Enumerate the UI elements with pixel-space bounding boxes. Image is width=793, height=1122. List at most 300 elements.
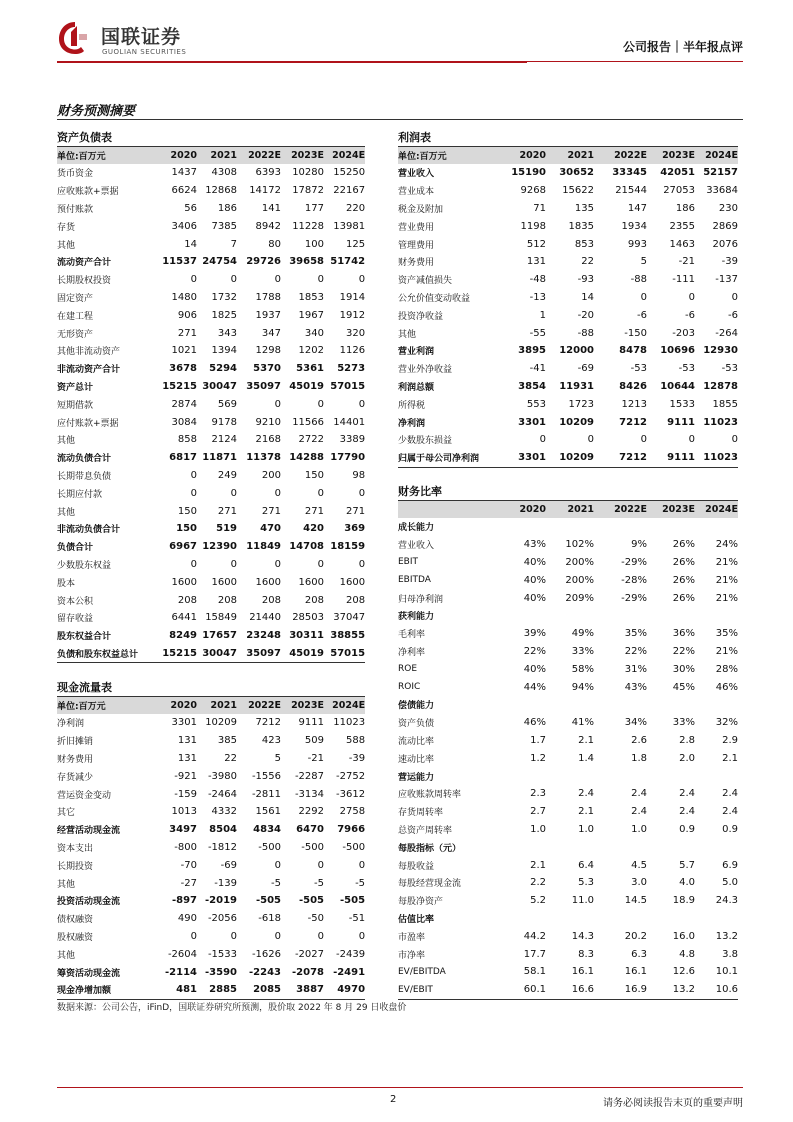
row-value: 40% <box>523 556 546 568</box>
row-value: 1914 <box>339 291 366 303</box>
year-header: 2023E <box>281 147 324 165</box>
row-value: 21% <box>715 592 739 604</box>
year-header: 2023E <box>647 501 695 519</box>
row-value: 5361 <box>296 363 324 375</box>
row-value: 6470 <box>296 824 324 836</box>
row-label: 营业成本 <box>398 187 435 198</box>
row-value: 10.1 <box>715 966 739 978</box>
row-label: 税金及附加 <box>398 204 444 215</box>
row-value: 45% <box>672 681 695 693</box>
row-value: 44.2 <box>523 930 546 942</box>
row-value: 8249 <box>169 630 197 642</box>
row-value: 14 <box>184 238 197 250</box>
row-value: 15849 <box>205 612 237 624</box>
row-value: 2.4 <box>722 806 739 818</box>
row-value: 14172 <box>249 185 281 197</box>
row-value: 1967 <box>298 309 324 321</box>
row-value: 10209 <box>546 449 594 467</box>
row-value: 32% <box>715 717 739 729</box>
row-value <box>594 767 647 785</box>
row-value: -5 <box>314 877 324 889</box>
row-value: -1533 <box>207 948 237 960</box>
row-value: -6 <box>685 309 695 321</box>
row-value: 21% <box>715 645 739 657</box>
row-label: 营业外净收益 <box>398 365 453 376</box>
table-row <box>57 431 365 449</box>
row-value: 28% <box>715 663 739 675</box>
row-value: -53 <box>721 363 738 375</box>
row-value: 1.8 <box>631 752 647 764</box>
row-value: 470 <box>260 523 281 535</box>
row-value: 347 <box>261 327 281 339</box>
table-row <box>398 767 738 785</box>
unit-label <box>398 501 504 519</box>
row-value: 28503 <box>292 612 324 624</box>
row-value: 35097 <box>246 380 281 392</box>
row-value: 186 <box>217 202 237 214</box>
table-title-row <box>398 127 738 147</box>
row-value: 5.3 <box>578 877 594 889</box>
row-value <box>647 518 695 536</box>
table-row <box>398 378 738 396</box>
row-value: 2.6 <box>631 734 647 746</box>
row-value: -3134 <box>294 788 324 800</box>
table-row <box>57 395 365 413</box>
table-row <box>398 821 738 839</box>
row-value: 340 <box>304 327 324 339</box>
row-label: 每股净资产 <box>398 897 444 908</box>
row-label: ROIC <box>398 682 421 693</box>
row-value: -53 <box>630 363 647 375</box>
row-value: -139 <box>214 877 237 889</box>
table-row <box>57 200 365 218</box>
row-label: 营业利润 <box>398 347 435 358</box>
row-label: 存货周转率 <box>398 808 444 819</box>
table-row <box>398 289 738 307</box>
row-label: 投资净收益 <box>398 311 444 322</box>
row-value <box>546 696 594 714</box>
row-value: 4970 <box>324 981 365 999</box>
row-value: -2056 <box>207 913 237 925</box>
row-label: 市盈率 <box>398 932 426 943</box>
row-label: 非流动资产合计 <box>57 365 121 376</box>
row-value: 11023 <box>695 449 738 467</box>
row-value: 42051 <box>660 167 695 179</box>
row-value: 26% <box>672 574 695 586</box>
table-row <box>57 538 365 556</box>
row-value: 0 <box>358 930 366 942</box>
row-label: 速动比率 <box>398 754 435 765</box>
row-value: 11849 <box>246 541 281 553</box>
row-value: 7385 <box>211 220 237 232</box>
row-value: 2.1 <box>722 752 739 764</box>
row-label: 应收账款+票据 <box>57 187 119 198</box>
row-value: 6393 <box>255 167 281 179</box>
unit-label: 单位:百万元 <box>398 147 504 165</box>
row-label: 净利润 <box>57 719 85 730</box>
row-value: 1561 <box>255 806 281 818</box>
row-value: -3980 <box>207 770 237 782</box>
row-value: 131 <box>177 752 197 764</box>
row-value: 5 <box>640 256 647 268</box>
row-value: 30652 <box>559 167 594 179</box>
row-value: 3497 <box>169 824 197 836</box>
row-value: 15190 <box>511 167 546 179</box>
table-row <box>57 910 365 928</box>
row-value: 6.3 <box>631 948 647 960</box>
row-value <box>647 767 695 785</box>
table-row <box>398 554 738 572</box>
row-label: 其它 <box>57 808 76 819</box>
row-value: 2.1 <box>578 806 594 818</box>
row-value: 30047 <box>202 380 237 392</box>
table-row <box>57 609 365 627</box>
row-value: 0 <box>230 274 237 286</box>
table-row <box>57 467 365 485</box>
row-value: 1855 <box>712 398 738 410</box>
row-value: 3854 <box>518 380 546 392</box>
table-row <box>398 892 738 910</box>
row-value: 2076 <box>712 238 738 250</box>
row-value: 1 <box>539 309 546 321</box>
row-value: 40% <box>523 574 546 586</box>
row-value: 3.8 <box>722 948 739 960</box>
table-row <box>57 378 365 396</box>
row-value: 16.6 <box>546 981 594 999</box>
table-row <box>57 856 365 874</box>
row-value: 0 <box>190 558 197 570</box>
year-header: 2021 <box>546 147 594 165</box>
row-value: -500 <box>342 841 366 853</box>
table-row <box>398 589 738 607</box>
row-value: 271 <box>345 505 366 517</box>
row-label: EV/EBIT <box>398 981 504 999</box>
row-value: -800 <box>174 841 197 853</box>
header-divider-accent <box>57 61 527 63</box>
row-value: 98 <box>352 469 366 481</box>
table-row <box>57 164 365 182</box>
row-value: 14 <box>581 291 594 303</box>
table-row <box>398 413 738 431</box>
row-value: 2758 <box>339 806 366 818</box>
logo-text-en: GUOLIAN SECURITIES <box>102 48 187 56</box>
row-value: 0 <box>731 434 738 446</box>
row-value: 18.9 <box>672 895 695 907</box>
row-value: 22% <box>672 645 695 657</box>
table-row <box>398 607 738 625</box>
row-value: 2.1 <box>530 859 546 871</box>
page-header <box>57 16 743 62</box>
row-value <box>647 910 695 928</box>
row-value: -505 <box>298 895 324 907</box>
row-value: 20.2 <box>624 930 647 942</box>
table-row <box>57 306 365 324</box>
row-value: 17657 <box>202 630 237 642</box>
table-header-row <box>398 501 738 519</box>
row-value: 0 <box>317 274 324 286</box>
row-label: 长期应付款 <box>57 489 103 500</box>
balance-sheet-table <box>57 127 365 663</box>
row-value: 60.1 <box>504 981 546 999</box>
row-value <box>594 696 647 714</box>
table-row <box>398 910 738 928</box>
row-label: 每股指标（元） <box>398 843 462 854</box>
row-value: 2874 <box>171 398 197 410</box>
row-label: 长期投资 <box>57 861 94 872</box>
table-title: 现金流量表 <box>57 677 365 697</box>
table-row <box>57 573 365 591</box>
row-value: 37047 <box>333 612 366 624</box>
row-value: 33345 <box>612 167 647 179</box>
row-value: -2027 <box>294 948 324 960</box>
table-row <box>398 200 738 218</box>
row-value: 21544 <box>615 185 647 197</box>
row-value: -264 <box>715 327 738 339</box>
table-row <box>398 536 738 554</box>
row-label: 债权融资 <box>57 915 94 926</box>
row-label: 成长能力 <box>398 523 435 534</box>
row-label: 其他 <box>57 507 76 518</box>
row-value <box>695 910 738 928</box>
row-value: -159 <box>174 788 197 800</box>
row-value: -29% <box>621 592 647 604</box>
row-label: 非流动负债合计 <box>57 525 121 536</box>
row-value: 343 <box>217 327 237 339</box>
row-value: 135 <box>574 202 594 214</box>
row-value: 249 <box>217 469 237 481</box>
row-value: 1198 <box>520 220 546 232</box>
row-value: -505 <box>340 895 366 907</box>
row-value: -51 <box>348 913 366 925</box>
row-value: 2124 <box>211 434 237 446</box>
row-value: 11871 <box>202 452 237 464</box>
row-value: 1937 <box>255 309 281 321</box>
row-value: 4308 <box>211 167 237 179</box>
row-label: 留存收益 <box>57 614 94 625</box>
table-row <box>57 839 365 857</box>
table-row <box>57 803 365 821</box>
row-value: 11378 <box>246 452 281 464</box>
table-row <box>398 660 738 678</box>
row-value: 9268 <box>520 185 546 197</box>
row-value: -897 <box>171 895 197 907</box>
row-value: 33% <box>571 645 594 657</box>
row-value: -28% <box>621 574 647 586</box>
table-title-row <box>57 127 365 147</box>
row-value <box>504 767 546 785</box>
row-value: 423 <box>261 735 281 747</box>
row-value: -69 <box>220 859 237 871</box>
row-value: 6.9 <box>722 859 739 871</box>
row-value: 15250 <box>333 167 366 179</box>
row-value <box>594 607 647 625</box>
row-label: 财务费用 <box>57 754 94 765</box>
row-label: 无形资产 <box>57 329 94 340</box>
row-value <box>594 838 647 856</box>
row-value: 320 <box>345 327 366 339</box>
row-value: 2.2 <box>530 877 546 889</box>
row-value: 13981 <box>333 220 366 232</box>
year-header: 2021 <box>546 501 594 519</box>
row-value: 0 <box>587 434 594 446</box>
table-row <box>398 518 738 536</box>
table-title: 资产负债表 <box>57 127 365 147</box>
row-label: 固定资产 <box>57 293 94 304</box>
row-label: 负债合计 <box>57 543 94 554</box>
row-value: 208 <box>261 594 281 606</box>
row-value: 481 <box>155 981 197 999</box>
year-header: 2023E <box>281 697 324 715</box>
row-value: 49% <box>571 628 594 640</box>
row-value <box>695 518 738 536</box>
row-value: 58% <box>571 663 594 675</box>
row-label: ROE <box>398 664 418 675</box>
row-value: 3678 <box>169 363 197 375</box>
table-row <box>57 502 365 520</box>
row-value: 0 <box>358 398 366 410</box>
page-number: 2 <box>390 1094 397 1105</box>
row-value <box>546 607 594 625</box>
row-label: 偿债能力 <box>398 701 435 712</box>
row-value: 993 <box>627 238 647 250</box>
row-value <box>504 607 546 625</box>
row-value: 2.1 <box>578 734 594 746</box>
row-value: 0.9 <box>722 823 739 835</box>
row-value: 100 <box>304 238 324 250</box>
year-header: 2024E <box>695 147 738 165</box>
row-label: 估值比率 <box>398 914 435 925</box>
row-value: -203 <box>672 327 695 339</box>
row-value: 9178 <box>211 416 237 428</box>
row-value: 16.0 <box>672 930 695 942</box>
row-value: -2752 <box>336 770 366 782</box>
row-value: 1732 <box>211 291 237 303</box>
row-value: -2078 <box>292 966 324 978</box>
row-value: 131 <box>177 735 197 747</box>
row-value: 8478 <box>619 345 647 357</box>
row-value: 4332 <box>211 806 237 818</box>
row-value: 0 <box>230 558 237 570</box>
row-label: 净利润 <box>398 418 426 429</box>
table-row <box>398 643 738 661</box>
row-value: 1.0 <box>530 823 546 835</box>
row-value: 0 <box>539 434 546 446</box>
row-value: 4.0 <box>679 877 695 889</box>
table-row <box>57 289 365 307</box>
row-value: 150 <box>304 469 324 481</box>
row-value: -88 <box>630 274 647 286</box>
row-value <box>504 518 546 536</box>
row-value: 1600 <box>171 576 197 588</box>
row-value: 369 <box>344 523 366 535</box>
row-value: 5.7 <box>679 859 695 871</box>
row-value <box>546 767 594 785</box>
row-label: 应付账款+票据 <box>57 418 119 429</box>
row-value: -1626 <box>251 948 281 960</box>
row-value: 0 <box>358 487 366 499</box>
row-value: 208 <box>177 594 197 606</box>
row-label: 应收账款周转率 <box>398 790 462 801</box>
row-value: 14708 <box>289 541 324 553</box>
table-row <box>57 591 365 609</box>
row-value: 1533 <box>669 398 695 410</box>
row-value: 6817 <box>169 452 197 464</box>
row-value: -41 <box>529 363 546 375</box>
row-label: 负债和股东权益总计 <box>57 645 155 663</box>
row-value: 2.4 <box>631 806 647 818</box>
row-label: 所得税 <box>398 400 426 411</box>
row-value: 31% <box>624 663 647 675</box>
row-value: 3301 <box>504 449 546 467</box>
row-label: EBIT <box>398 557 419 568</box>
row-label: 其他 <box>57 240 76 251</box>
row-value: 12000 <box>559 345 594 357</box>
row-value: 2885 <box>197 981 237 999</box>
row-value: 11023 <box>703 416 738 428</box>
row-value: 0 <box>317 930 324 942</box>
row-value: 1600 <box>211 576 237 588</box>
row-label: 归属于母公司净利润 <box>398 449 504 467</box>
row-value: 4834 <box>253 824 281 836</box>
row-label: 资产减值损失 <box>398 276 453 287</box>
row-value: 3895 <box>518 345 546 357</box>
row-value: -50 <box>307 913 324 925</box>
report-type: 公司报告｜半年报点评 <box>622 40 743 54</box>
row-value: 23248 <box>246 630 281 642</box>
row-value: 200% <box>565 556 594 568</box>
row-value: 490 <box>177 913 197 925</box>
row-value: 6.4 <box>578 859 594 871</box>
row-value: 2355 <box>669 220 695 232</box>
year-header: 2022E <box>594 147 647 165</box>
table-row <box>57 360 365 378</box>
row-label: 营运资金变动 <box>57 790 112 801</box>
row-label: 营业收入 <box>398 169 435 180</box>
row-value: 6441 <box>171 612 197 624</box>
row-value: -137 <box>715 274 738 286</box>
row-value: 15622 <box>562 185 594 197</box>
row-value: 45019 <box>281 645 324 663</box>
table-row <box>398 449 738 467</box>
row-value: 2869 <box>712 220 738 232</box>
row-value: 43% <box>523 539 546 551</box>
year-header: 2024E <box>324 147 365 165</box>
row-value: -2604 <box>167 948 197 960</box>
table-row <box>57 413 365 431</box>
row-value: 1723 <box>568 398 594 410</box>
footer-divider <box>57 1087 743 1088</box>
row-value: 8.3 <box>578 948 594 960</box>
table-row <box>398 571 738 589</box>
row-value: 22 <box>581 256 594 268</box>
table-row <box>398 945 738 963</box>
row-value: 5273 <box>337 363 366 375</box>
row-value: 36% <box>672 628 695 640</box>
table-row <box>398 856 738 874</box>
row-label: 每股收益 <box>398 861 435 872</box>
row-value <box>546 910 594 928</box>
guolian-logo-icon <box>57 20 93 56</box>
table-header-row <box>57 697 365 715</box>
table-row <box>398 696 738 714</box>
row-value: 7966 <box>337 824 366 836</box>
row-value: 0.9 <box>679 823 695 835</box>
row-label: 其他 <box>398 329 417 340</box>
row-value: 150 <box>177 505 197 517</box>
row-label: 毛利率 <box>398 630 426 641</box>
row-value: 385 <box>217 735 237 747</box>
table-row <box>398 324 738 342</box>
